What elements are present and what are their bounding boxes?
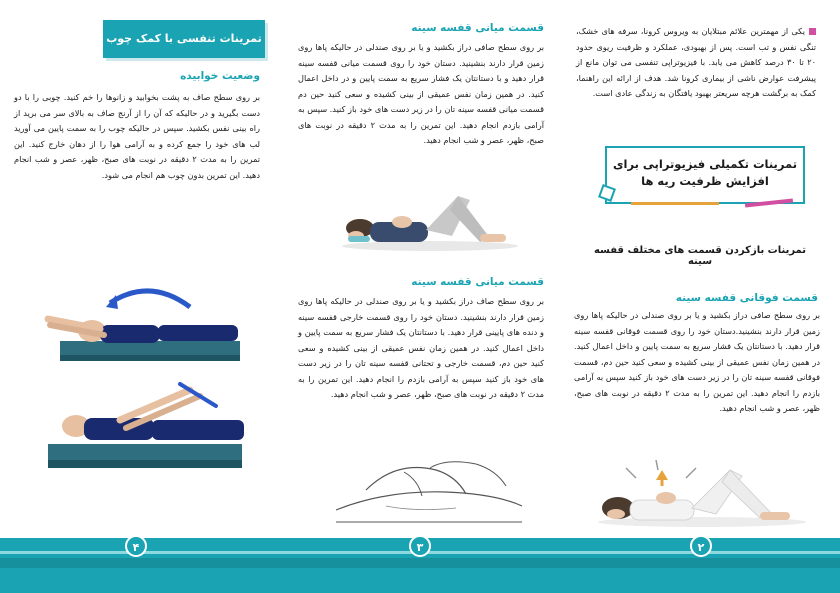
footer-strip (0, 558, 840, 568)
mid-chest-heading: قسمت میانی قفسه سینه (411, 22, 544, 34)
lower-chest-illustration (326, 450, 526, 532)
stick-exercise-photo-bottom (40, 378, 250, 474)
mid-chest-text: بر روی سطح صافی دراز بکشید و یا بر روی صندلی در حالیکه پاها روی زمین قرار دارند بنشینید. دستان خود را روی قسمت میانی قفسه سینه قرار دهید و با دستانتان یک فشار سریع به سمت پایین و در داخل اعمال کنید. در همین زمان نفس عمیقی از بینی کشیده و سعی کنید حین دم قسمت میانی قفسه سینه تان را در زیر دست های خود باز کنید. سپس به آرامی بازدم انجام دهید. این تمرین را به مدت ۲ دقیقه در نوبت های صبح، ظهر، عصر و شب انجام دهید. (298, 42, 544, 145)
bullet-square-icon (809, 28, 816, 35)
page-number-2: ۲ (690, 535, 712, 557)
intro-text (576, 24, 816, 102)
page-2 (560, 0, 840, 554)
page-number-4: ۴ (125, 535, 147, 557)
chest-opening-subtitle: تمرینات بازکردن قسمت های مختلف قفسه سینه (593, 245, 807, 267)
page-3 (280, 0, 560, 554)
supine-position-heading: وضعیت خوابیده (180, 70, 260, 82)
page4-title: تمرینات تنفسی با کمک چوب (106, 32, 262, 45)
mid-chest-illustration (340, 182, 520, 252)
page-4 (0, 0, 280, 554)
banner-title: تمرینات تکمیلی فیزیوتراپی برای افزایش ظرفیت ریه ها (612, 157, 798, 188)
page-number-3: ۳ (409, 535, 431, 557)
page4-title-box (103, 20, 265, 58)
lower-chest-text: بر روی سطح صاف دراز بکشید و یا بر روی صندلی در حالیکه پاها روی زمین قرار دارند بنشینید. دستان خود را روی قسمت خارجی قفسه سینه و دنده های پایینی قرار دهید. با دستانتان یک فشار سریع به سمت پایین و داخل اعمال کنید. در همین زمان نفس عمیقی از بینی کشیده و سعی کنید حین دم، قسمت خارجی و تحتانی قفسه سینه تان را در زیر دست های خود باز کنید سپس به آرامی بازدم را انجام دهید. این تمرین را به مدت ۲ دقیقه در نوبت های صبح، ظهر، عصر و شب انجام دهید. (298, 296, 544, 399)
stick-exercise-photo-top (40, 283, 250, 365)
lower-chest-heading: قسمت میانی قفسه سینه (411, 276, 544, 288)
upper-chest-heading: قسمت فوقانی قفسه سینه (675, 292, 818, 304)
intro-text-content: یکی از مهمترین علائم مبتلایان به ویروس کرونا، سرفه های خشک، تنگی نفس و تب است. پس از بهبودی، عملکرد و ظرفیت ریوی حدود ۲۰ تا ۳۰ درصد کاهش می یابد. با فیزیوتراپی تنفسی می توان مانع از پیشرفت عوارض ناشی از بیماری کرونا شد. هدف از ارائه این راهنما، کمک به برگشت هرچه سریعتر بهبود یافتگان به زندگی عادی است. (576, 26, 817, 98)
stick-exercise-text: بر روی سطح صاف به پشت بخوابید و زانوها را خم کنید. چوبی را با دو دست بگیرید و در حالیکه که آن را از آرنج صاف به بالای سر می برید از راه بینی نفس بکشید. سپس در حالیکه چوب را به سمت پایین می آورید لب های خود را جمع کرده و به آرامی هوا را از دهان خارج کنید. این تمرین را به مدت ۲ دقیقه در نوبت های صبح، ظهر، عصر و شب انجام دهید. این تمرین بدون چوب هم انجام می شود. (14, 92, 260, 180)
upper-chest-text: بر روی سطح صافی دراز بکشید و یا بر روی صندلی در حالیکه پاها روی زمین قرار دارند بنشینید.دستان خود را روی قسمت فوقانی قفسه سینه قرار دهید. با دستانتان یک فشار سریع به سمت پایین و داخل اعمال کنید. در همین زمان نفس عمیقی از بینی کشیده و سعی کنید حین دم، قسمت فوقانی قفسه سینه تان را در زیر دست های خود باز کنید سپس به آرامی بازدم را انجام دهید. این تمرین را به مدت ۲ دقیقه در نوبت های صبح، ظهر، عصر و شب انجام دهید. (574, 310, 820, 413)
